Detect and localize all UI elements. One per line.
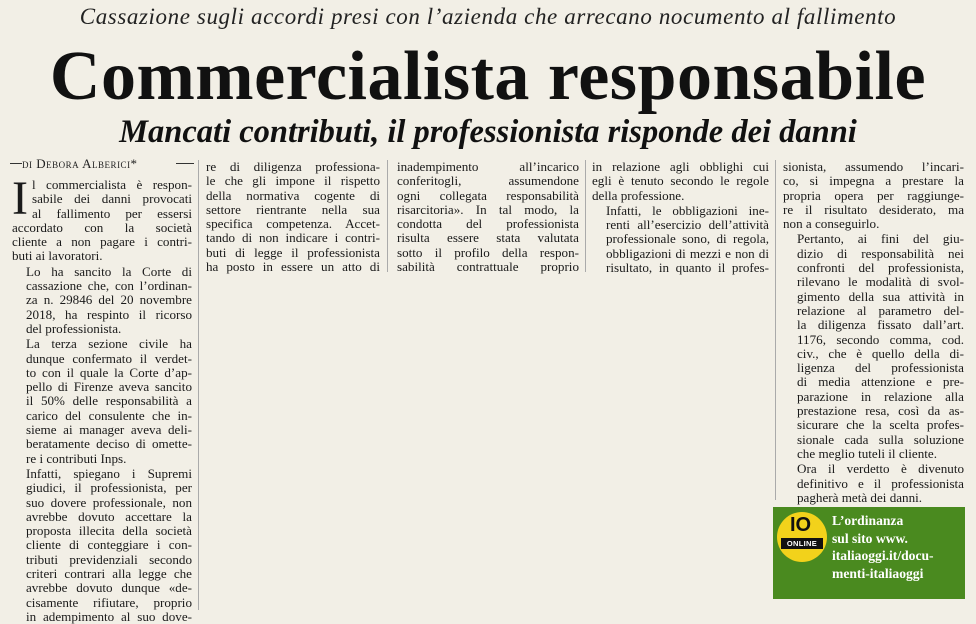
text-line: giudici, il professionista, per bbox=[26, 480, 192, 496]
paragraph bbox=[12, 172, 192, 264]
text-line: parazione in relazione alla bbox=[797, 388, 964, 404]
text-line: avrebbe dovuto dunque «de- bbox=[26, 580, 192, 596]
column-separator bbox=[198, 160, 199, 610]
text-line: dunque confermato il verdet- bbox=[26, 350, 192, 366]
online-logo-text: ONLINE bbox=[781, 538, 823, 549]
text-line: proposta illecita della società bbox=[26, 523, 192, 539]
text-line: dizio di responsabilità nei bbox=[797, 245, 964, 261]
promo-line: L’ordinanza bbox=[832, 513, 904, 528]
article-title: Commercialista responsabile bbox=[49, 38, 927, 115]
text-line: sabilità contrattuale proprio bbox=[397, 259, 579, 275]
text-line: rilevano le modalità di svol- bbox=[797, 274, 964, 290]
io-logo-text: IO bbox=[790, 514, 812, 536]
text-line: della professione. bbox=[592, 187, 685, 203]
text-line: accordato con la società bbox=[12, 219, 192, 235]
text-line: definitivo e il professionista bbox=[797, 475, 964, 491]
paragraph bbox=[12, 337, 192, 466]
text-line: re il risultato desiderato, ma bbox=[783, 201, 964, 217]
paragraph bbox=[783, 232, 964, 461]
text-line: risultato, in quanto il profes- bbox=[606, 260, 769, 276]
text-line: Infatti, le obbligazioni ine- bbox=[606, 202, 769, 218]
text-line: sionista, assumendo l’incari- bbox=[783, 159, 964, 174]
paragraph bbox=[783, 160, 964, 231]
drop-cap: I bbox=[12, 172, 28, 225]
text-line: confronti del professionista, bbox=[797, 260, 964, 276]
text-line: buti ai lavoratori. bbox=[12, 248, 103, 264]
text-line: gimento della sua attività in bbox=[797, 288, 964, 304]
text-line: sicurare che la scelta profes- bbox=[797, 417, 964, 433]
text-line: risulta essere stata valutata bbox=[397, 230, 579, 246]
text-line: Pertanto, ai fini del giu- bbox=[797, 231, 964, 247]
text-line: in relazione agli obblighi cui bbox=[592, 159, 769, 174]
text-line: pagherà metà dei danni. bbox=[797, 489, 923, 505]
column-separator bbox=[775, 160, 776, 500]
text-line: Infatti, spiegano i Supremi bbox=[26, 465, 192, 481]
text-line: civ., che è quello della di- bbox=[797, 345, 964, 361]
text-line: sieme ai manager aveva deli- bbox=[26, 422, 192, 438]
text-line: condotta del professionista bbox=[397, 216, 579, 232]
text-line: relazione al parametro del- bbox=[797, 302, 964, 318]
text-line: 2018, ha respinto il ricorso bbox=[26, 306, 192, 322]
text-line: re di diligenza professiona- bbox=[206, 159, 380, 174]
text-line: tributi previdenziali secondo bbox=[26, 551, 192, 567]
text-line: to con il quale la Corte d’ap- bbox=[26, 364, 192, 380]
text-line: inadempimento all’incarico bbox=[397, 159, 579, 174]
text-line: in adempimento al suo dove- bbox=[26, 608, 192, 624]
byline-rule-right bbox=[176, 163, 194, 164]
text-line: prestazione resa, così da as- bbox=[797, 403, 964, 419]
text-line: il 50% delle responsabilità a bbox=[26, 393, 192, 409]
paragraph bbox=[783, 462, 964, 505]
text-line: sotto il profilo della respon- bbox=[397, 244, 579, 260]
promo-line: menti-italiaoggi bbox=[832, 565, 924, 581]
text-line: cassazione che, con l’ordinan- bbox=[26, 278, 192, 294]
text-line: sionale cada sulla soluzione bbox=[797, 431, 964, 447]
column-separator bbox=[387, 160, 388, 272]
text-line: Lo ha sancito la Corte di bbox=[26, 263, 192, 279]
text-line: ligenza del professionista bbox=[797, 360, 964, 376]
text-line: le che gli impone il rispetto bbox=[206, 173, 380, 189]
text-line: re i contributi Inps. bbox=[26, 450, 127, 466]
text-line: za n. 29846 del 20 novembre bbox=[26, 292, 192, 308]
article-column-5 bbox=[783, 160, 964, 519]
text-line: propria opera per raggiunge- bbox=[783, 187, 964, 203]
byline-author: Debora Alberici* bbox=[36, 156, 138, 171]
article-column-4 bbox=[592, 160, 769, 275]
promo-line: sul sito www. bbox=[832, 530, 908, 546]
text-line: cisamente rifiutare, proprio bbox=[26, 594, 192, 610]
byline bbox=[22, 156, 138, 172]
text-line: co, si impegna a prestare la bbox=[783, 173, 964, 189]
promo-line: italiaoggi.it/docu- bbox=[832, 548, 934, 563]
article-column-2 bbox=[206, 160, 380, 274]
paragraph bbox=[12, 467, 192, 624]
paragraph bbox=[592, 204, 769, 275]
text-line: buti di legge il professionista bbox=[206, 244, 380, 260]
text-line: conferitogli, assumendone bbox=[397, 173, 579, 189]
text-line: di media attenzione e pre- bbox=[797, 374, 964, 390]
text-line: al fallimento per essersi bbox=[31, 205, 192, 221]
article-column-3 bbox=[397, 160, 579, 274]
text-line: settore rientrante nella sua bbox=[206, 201, 380, 217]
text-line: carico del consulente che in- bbox=[26, 407, 192, 423]
byline-rule-left bbox=[10, 163, 22, 164]
text-line: non a conseguirlo. bbox=[783, 216, 880, 232]
article-column-1 bbox=[12, 172, 192, 624]
text-line: ha posto in essere un atto di bbox=[206, 259, 380, 275]
text-line: 1176, secondo comma, cod. bbox=[797, 331, 964, 347]
text-line: cliente di conteggiare i con- bbox=[26, 537, 192, 553]
text-line: ogni collegata responsabilità bbox=[397, 187, 579, 203]
paragraph bbox=[206, 160, 380, 274]
text-line: egli è tenuto secondo le regole bbox=[592, 173, 769, 189]
text-line: Ora il verdetto è divenuto bbox=[797, 461, 964, 477]
byline-prefix: di bbox=[22, 156, 33, 171]
text-line: criteri contrari alla legge che bbox=[26, 566, 192, 582]
text-line: risarcitoria». In tal modo, la bbox=[397, 201, 579, 217]
text-line: specifica competenza. Accet- bbox=[206, 216, 380, 232]
text-line: che meglio tuteli il cliente. bbox=[797, 445, 937, 461]
paragraph bbox=[397, 160, 579, 274]
text-line: del professionista. bbox=[26, 320, 122, 336]
text-line: la diligenza fissato dall’art. bbox=[797, 317, 964, 333]
article-subtitle: Mancati contributi, il professionista risponde dei danni bbox=[119, 114, 857, 150]
text-line: professionale sono, di regola, bbox=[606, 231, 769, 247]
text-line: La terza sezione civile ha bbox=[26, 336, 192, 352]
paragraph bbox=[12, 265, 192, 336]
text-line: pello di Firenze aveva sancito bbox=[26, 379, 192, 395]
column-separator bbox=[585, 160, 586, 272]
text-line: obbligazioni di mezzi e non di bbox=[606, 245, 769, 261]
text-line: avrebbe dovuto accettare la bbox=[26, 508, 192, 524]
text-line: della normativa cogente di bbox=[206, 187, 380, 203]
text-line: beratamente deciso di omette- bbox=[26, 436, 192, 452]
text-line: tando di non indicare i contri- bbox=[206, 230, 380, 246]
text-line: renti all’esercizio dell’attività bbox=[606, 217, 769, 233]
promo-text[interactable] bbox=[832, 512, 964, 582]
article-kicker: Cassazione sugli accordi presi con l’azienda che arrecano nocumento al fallimento bbox=[79, 4, 897, 29]
text-line: sabile dei danni provocati bbox=[31, 191, 192, 207]
text-line: cliente a non pagare i contri- bbox=[12, 234, 192, 250]
text-line: l commercialista è respon- bbox=[31, 177, 192, 192]
paragraph bbox=[592, 160, 769, 203]
text-line: suo dovere professionale, non bbox=[26, 494, 192, 510]
